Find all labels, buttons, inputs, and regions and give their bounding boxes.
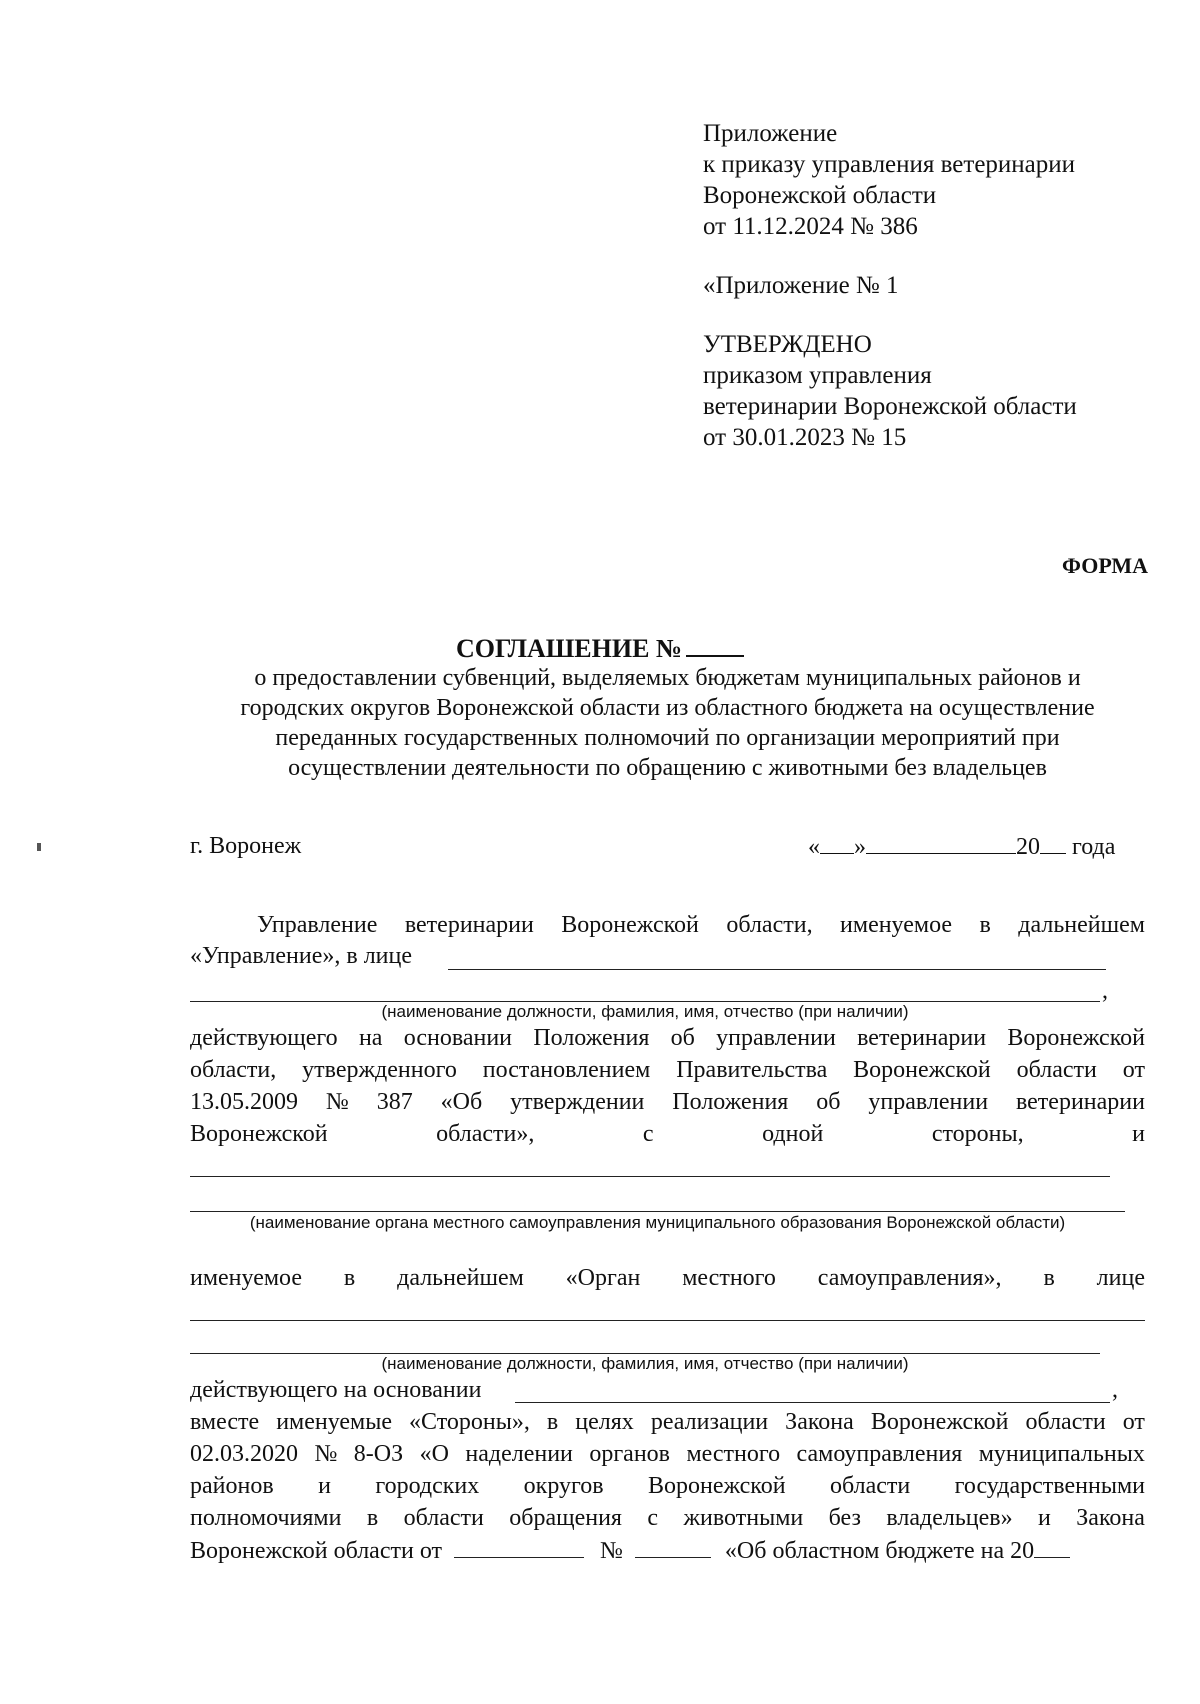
approval-header [703,118,1077,453]
p2-line3 [190,1089,1145,1116]
date-open-quote: « [808,834,820,860]
word: дальнейшем [397,1265,524,1291]
word: органов [589,1441,670,1467]
comma: , [1102,978,1108,1004]
word: действующего [190,1025,338,1051]
approved-line: ветеринарии Воронежской области [703,393,1077,420]
word: одной [762,1121,824,1147]
word: утвержденного [302,1057,457,1083]
word: и [1038,1505,1051,1531]
word: области [1025,1409,1106,1435]
word: постановлением [482,1057,651,1083]
p1-line2: «Управление», в лице [190,943,413,969]
approved-line: приказом управления [703,362,932,389]
word: в [366,1505,379,1531]
word: Положения [672,1089,789,1115]
word: реализации [650,1409,769,1435]
word: с [647,1505,659,1531]
word: 13.05.2009 [190,1089,298,1115]
word: целях [575,1409,634,1435]
word: именуемое [190,1265,302,1291]
appendix-line: от 11.12.2024 № 386 [703,213,918,240]
word: области [1016,1057,1097,1083]
word: с [642,1121,654,1147]
law-date-blank[interactable] [454,1537,584,1558]
day-blank[interactable] [820,833,854,854]
subtitle-line: о предоставлении субвенций, выделяемых бюджетам муниципальных районов и [254,665,1081,691]
year-blank[interactable] [1040,833,1066,854]
word: и [318,1473,331,1499]
word: 387 [376,1089,413,1115]
word: № [325,1089,349,1115]
word: Правительства [676,1057,828,1083]
word: самоуправления [796,1441,963,1467]
word: об [816,1089,841,1115]
document-title [0,633,1200,664]
word: в [343,1265,356,1291]
document-subtitle [160,663,1175,783]
date-field [808,833,1115,861]
word: от [1122,1057,1145,1083]
word: местного [682,1265,776,1291]
appendix-number: «Приложение № 1 [703,272,899,299]
title-number-blank[interactable] [686,633,744,657]
word: Закона [1076,1505,1145,1531]
representative-blank[interactable] [448,969,1106,970]
city: г. Воронеж [190,833,302,859]
word: именуемое [840,912,953,938]
text: Воронежской области от [190,1538,442,1564]
month-blank[interactable] [866,833,1016,854]
year-prefix: 20 [1016,834,1040,860]
basis-blank[interactable] [515,1402,1110,1403]
budget-year-blank[interactable] [1034,1537,1070,1558]
local-authority-blank-2[interactable] [190,1211,1125,1212]
p3-line1 [190,1265,1145,1292]
word: «Стороны», [409,1409,530,1435]
word: ветеринарии [857,1025,987,1051]
word: дальнейшем [1018,912,1145,938]
appendix-line: к приказу управления ветеринарии [703,151,1076,178]
scan-artifact [37,843,41,851]
appendix-line: Приложение [703,120,838,147]
word: управлении [716,1025,836,1051]
word: области [403,1505,484,1531]
word: владельцев» [886,1505,1013,1531]
word: Управление [257,912,378,938]
word: в [546,1409,559,1435]
word: округов [523,1473,604,1499]
word: управлении [868,1089,989,1115]
approved-line: от 30.01.2023 № 15 [703,424,907,451]
word: на [358,1025,383,1051]
p1-line1 [257,912,1145,939]
text: № [600,1538,623,1564]
subtitle-line: переданных государственных полномочий по организации мероприятий при [275,725,1060,751]
caption-position-name: (наименование должности, фамилия, имя, отчество (при наличии) [381,1002,909,1021]
word: вместе [190,1409,260,1435]
law-number-blank[interactable] [635,1537,711,1558]
word: Положения [533,1025,650,1051]
text: «Об областном бюджете на 20 [724,1538,1035,1564]
p4-line5 [190,1505,1145,1532]
word: № [314,1441,338,1467]
word: утверждении [510,1089,645,1115]
word: Закона [785,1409,854,1435]
word: ветеринарии [1015,1089,1145,1115]
year-suffix: года [1072,834,1116,860]
word: именуемые [276,1409,393,1435]
word: лице [1096,1265,1145,1291]
caption-position-name-2: (наименование должности, фамилия, имя, отчество (при наличии) [381,1354,909,1373]
word: Воронежской [647,1473,786,1499]
p2-line4 [190,1121,1145,1148]
word: наделении [465,1441,573,1467]
title-text: СОГЛАШЕНИЕ № [455,634,683,663]
approved-title: УТВЕРЖДЕНО [703,331,872,358]
word: об [670,1025,695,1051]
subtitle-line: осуществлении деятельности по обращению с животными без владельцев [288,755,1047,781]
word: самоуправления», [817,1265,1002,1291]
p4-line6 [190,1537,1070,1565]
word: «Об [440,1089,483,1115]
word: в [1043,1265,1055,1291]
word: Воронежской [853,1057,991,1083]
p4-line1: действующего на основании [190,1377,482,1403]
word: муниципальных [978,1441,1145,1467]
word: от [1122,1409,1145,1435]
comma: , [1112,1377,1118,1403]
word: Воронежской [561,912,699,938]
word: городских [375,1473,480,1499]
word: «О [419,1441,449,1467]
word: «Орган [565,1265,641,1291]
p2-line2 [190,1057,1145,1084]
p4-line2 [190,1409,1145,1436]
forma-label: ФОРМА [1062,553,1148,578]
word: без [828,1505,861,1531]
word: полномочиями [190,1505,342,1531]
word: государственными [954,1473,1145,1499]
word: 02.03.2020 [190,1441,298,1467]
word: местного [686,1441,781,1467]
word: ветеринарии [404,912,534,938]
word: Воронежской [1007,1025,1145,1051]
p2-line1 [190,1025,1145,1052]
word: стороны, [931,1121,1024,1147]
word: области [829,1473,911,1499]
word: основании [403,1025,513,1051]
p4-line4 [190,1473,1145,1500]
date-close-quote: » [854,834,866,860]
word: обращения [509,1505,622,1531]
word: области», [436,1121,535,1147]
authority-representative-blank[interactable] [190,1320,1145,1321]
word: 8-ОЗ [353,1441,404,1467]
word: и [1132,1121,1145,1147]
p4-line3 [190,1441,1145,1468]
word: районов [190,1473,274,1499]
subtitle-line: городских округов Воронежской области из областного бюджета на осуществление [240,695,1095,721]
caption-local-authority: (наименование органа местного самоуправления муниципального образования Воронежской области) [249,1213,1066,1232]
local-authority-blank[interactable] [190,1176,1110,1177]
appendix-line: Воронежской области [703,182,937,209]
word: Воронежской [870,1409,1009,1435]
word: в [979,912,991,938]
word: области, [726,912,813,938]
word: животными [683,1505,804,1531]
word: области, [190,1057,277,1083]
word: Воронежской [190,1121,328,1147]
